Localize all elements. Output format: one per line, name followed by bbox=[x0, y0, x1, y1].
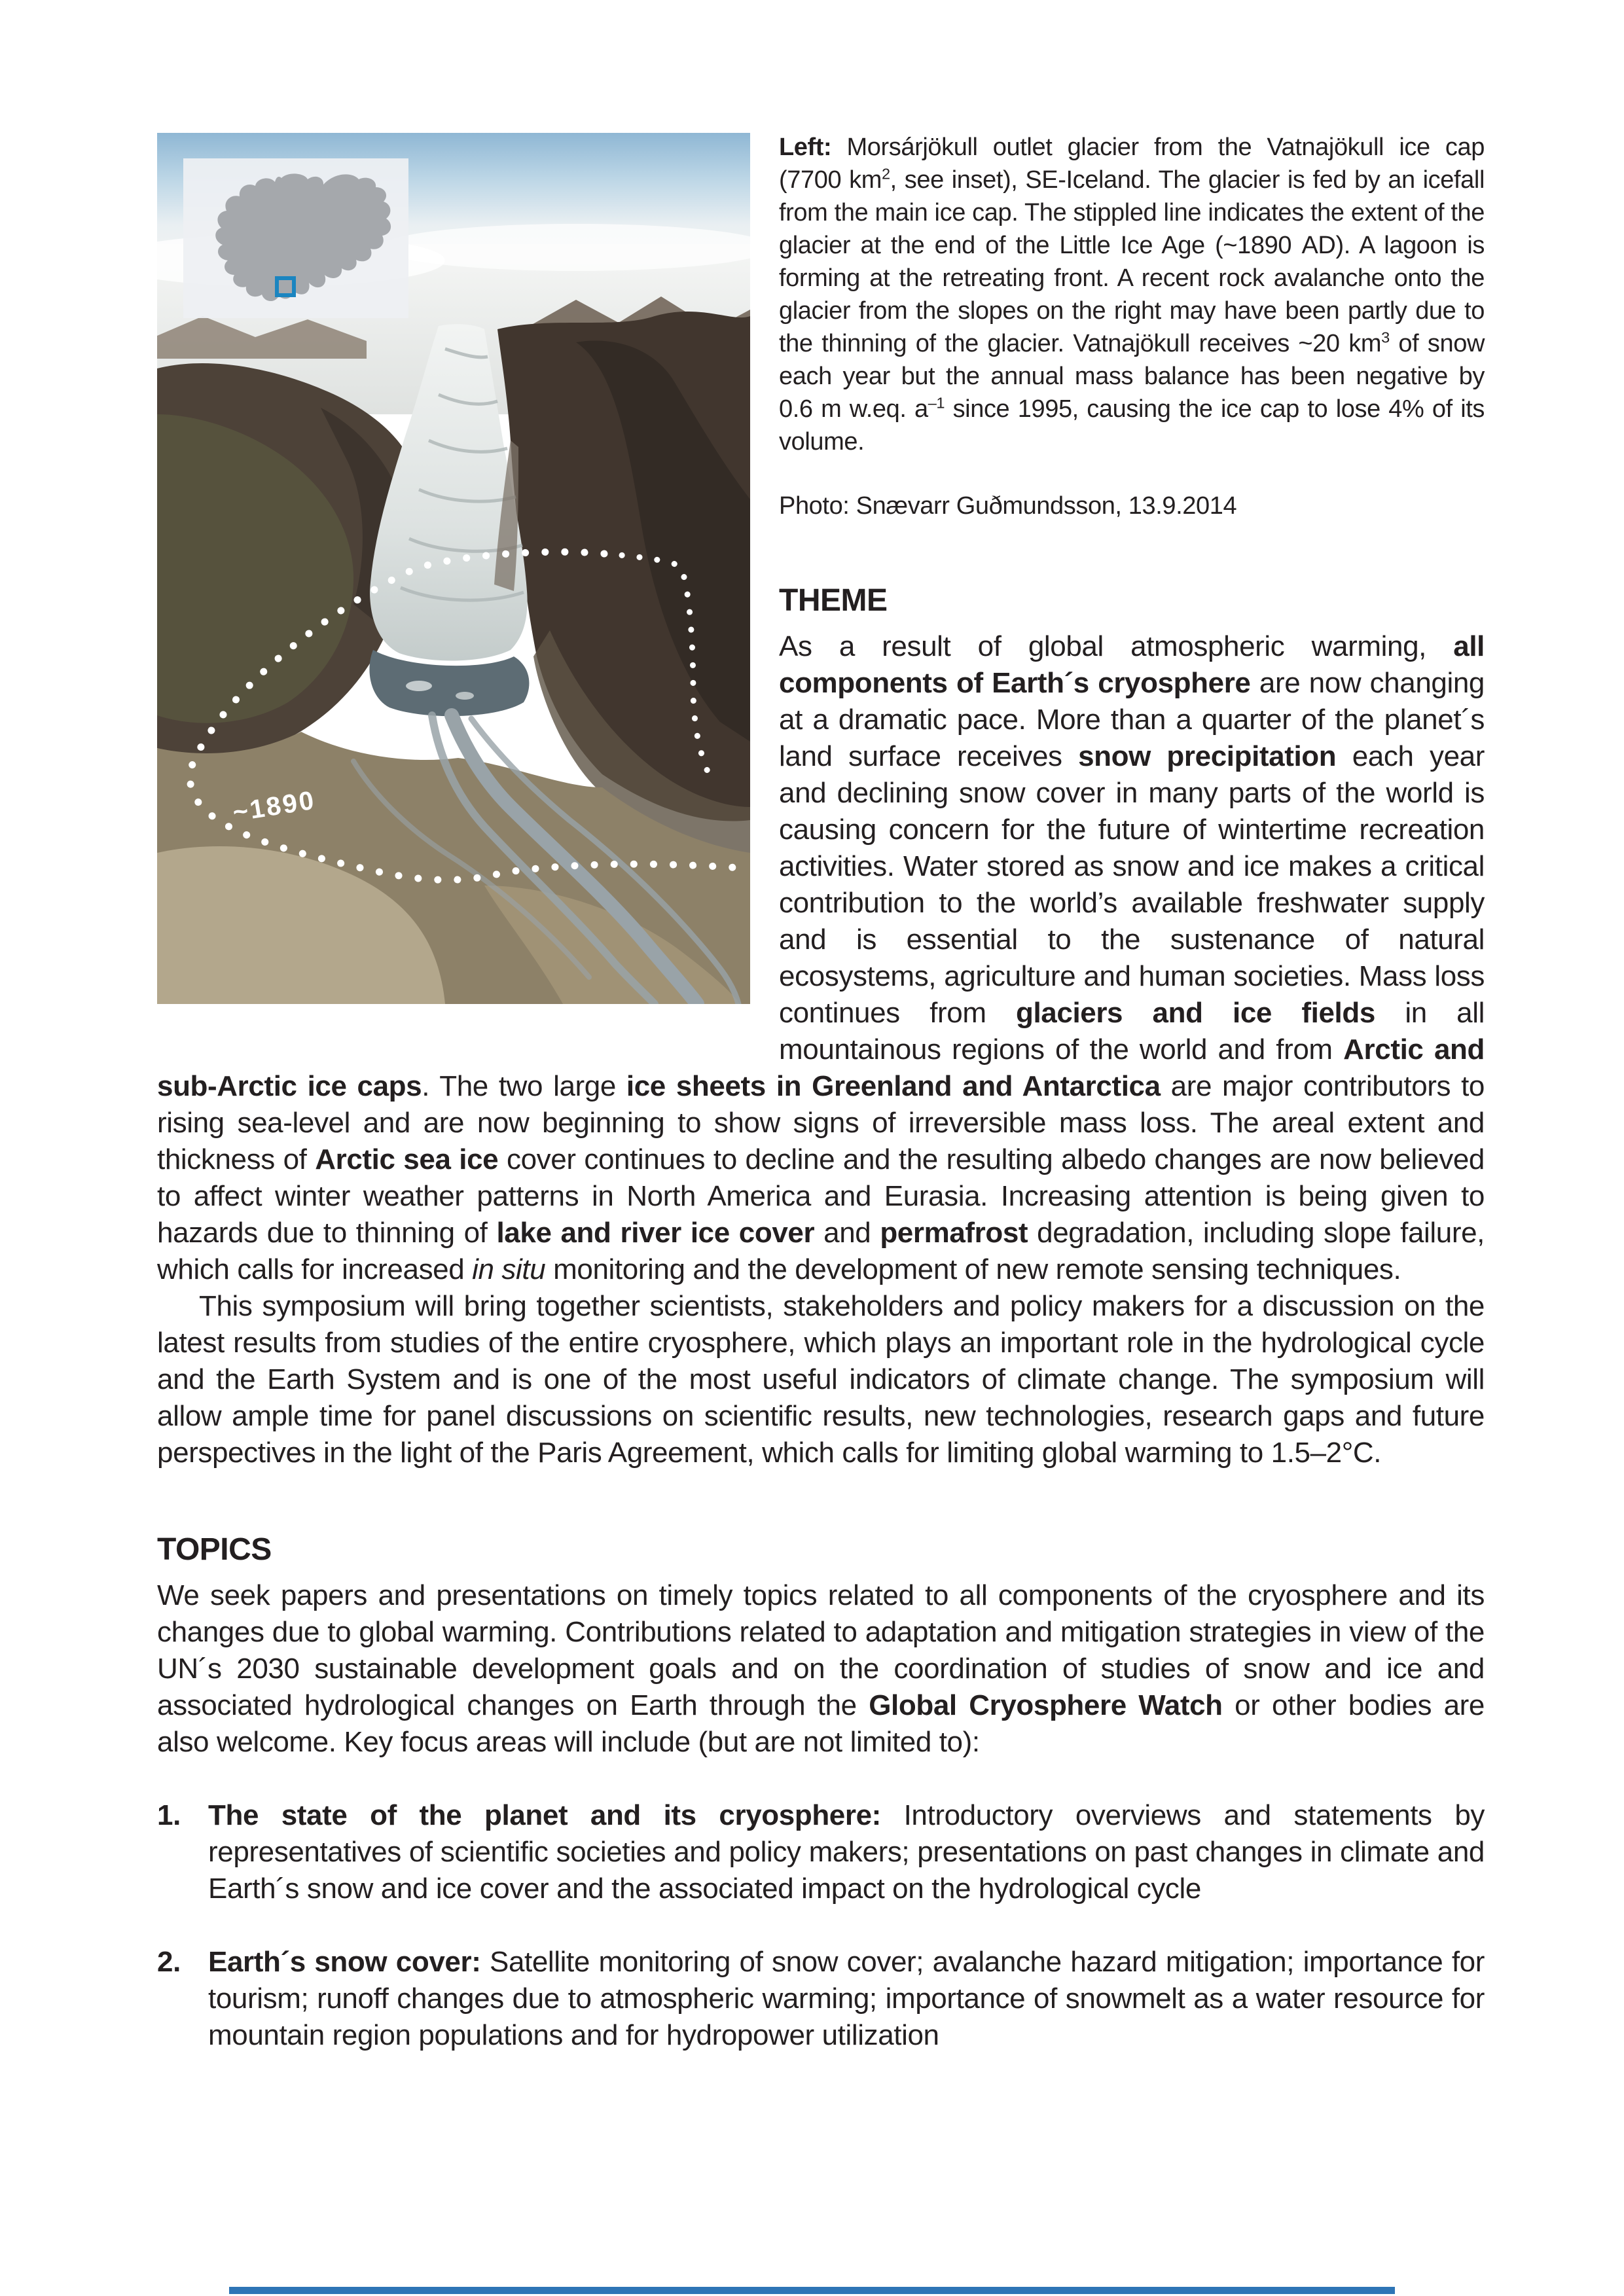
topics-list bbox=[157, 1797, 1485, 2054]
page-content bbox=[157, 131, 1485, 2090]
theme-heading: THEME bbox=[779, 583, 888, 618]
footer-banner-edge bbox=[229, 2287, 1395, 2294]
topic-item-1-text: The state of the planet and its cryosphere: Introductory overviews and statements by representatives of scientific societies and policy makers; presentations on past changes in climate and Earth´s snow and ice cover and the associated impact on the hydrological cycle bbox=[208, 1799, 1485, 1905]
topic-item-1-number: 1. bbox=[157, 1799, 181, 1831]
topics-intro: We seek papers and presentations on timely topics related to all components of the cryosphere and its changes due to global warming. Contributions related to adaptation and mitigation strategies in view of the UN´s 2030 sustainable development goals and on the coordination of studies of snow and ice and associated hydrological changes on Earth through the Global Cryosphere Watch or other bodies are also welcome. Key focus areas will include (but are not limited to): bbox=[157, 1579, 1485, 1758]
photo-caption: Left: Morsárjökull outlet glacier from the Vatnajökull ice cap (7700 $km^2$, see inset), SE-Iceland. The glacier is fed by an icefall from the main ice cap. The stippled line indicates the extent of the glacier at the end of the Little Ice Age (~1890 AD). A lagoon is forming at the retreating front. A recent rock avalanche onto the glacier from the slopes on the right may have been partly due to the thinning of the glacier. Vatnajökull receives ~20 $km^3$ of snow each year but the annual mass balance has been negative by 0.6 m w.eq. $a^{-1}$ since 1995, causing the ice cap to lose 4% of its volume. bbox=[779, 134, 1485, 456]
topic-item-1 bbox=[157, 1797, 1485, 1907]
inset-map bbox=[183, 158, 408, 318]
photo-credit: Photo: Snævarr Guðmundsson, 13.9.2014 bbox=[779, 492, 1237, 520]
topic-item-2 bbox=[157, 1944, 1485, 2054]
topic-item-2-number: 2. bbox=[157, 1946, 181, 1978]
topic-item-2-text: Earth´s snow cover: Satellite monitoring of snow cover; avalanche hazard mitigation; importance for tourism; runoff changes due to atmospheric warming; importance of snowmelt as a water resource for mountain region populations and for hydropower utilization bbox=[208, 1946, 1485, 2051]
glacier-photo bbox=[157, 133, 750, 1004]
theme-paragraph-1: As a result of global atmospheric warming, all components of Earth´s cryosphere are now changing at a dramatic pace. More than a quarter of the planet´s land surface receives snow precipitation each year and declining snow cover in many parts of the world is causing concern for the future of wintertime recreation activities. Water stored as snow and ice makes a critical contribution to the world’s available freshwater supply and is essential to the sustenance of natural ecosystems, agriculture and human societies. Mass loss continues from glaciers and ice fields in all mountainous regions of the world and from Arctic and sub-Arctic ice caps. The two large ice sheets in Greenland and Antarctica are major contributors to rising sea-level and are now beginning to show signs of irreversible mass loss. The areal extent and thickness of Arctic sea ice cover continues to decline and the resulting albedo changes are now believed to affect winter weather patterns in North America and Eurasia. Increasing attention is being given to hazards due to thinning of lake and river ice cover and permafrost degradation, including slope failure, which calls for increased in situ monitoring and the development of new remote sensing techniques. bbox=[157, 630, 1485, 1285]
extent-year-label: ~1890 bbox=[230, 785, 318, 827]
theme-paragraph-2: This symposium will bring together scientists, stakeholders and policy makers for a discussion on the latest results from studies of the entire cryosphere, which plays an important role in the hydrological cycle and the Earth System and is one of the most useful indicators of climate change. The symposium will allow ample time for panel discussions on scientific results, new technologies, research gaps and future perspectives in the light of the Paris Agreement, which calls for limiting global warming to 1.5–2°C. bbox=[157, 1290, 1485, 1469]
topics-heading: TOPICS bbox=[157, 1532, 272, 1567]
